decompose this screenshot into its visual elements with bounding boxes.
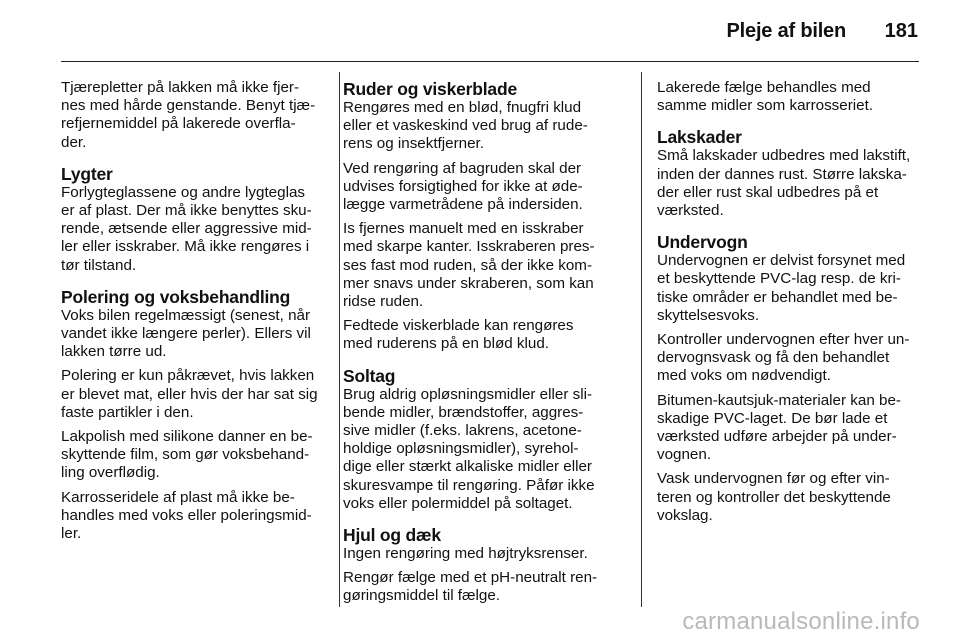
- paragraph: Polering er kun påkrævet, hvis lakken er blevet mat, eller hvis der har sat sig faste partikler i den.: [61, 367, 318, 421]
- paragraph: Kontroller undervognen efter hver un- dervognsvask og få den behandlet med voks om nødvendigt.: [657, 331, 910, 385]
- section-heading: Lakskader: [657, 127, 742, 148]
- paragraph: Fedtede viskerblade kan rengøres med ruderens på en blød klud.: [343, 317, 574, 353]
- paragraph: Vask undervognen før og efter vin- teren og kontroller det beskyttende vokslag.: [657, 470, 891, 524]
- watermark: carmanualsonline.info: [682, 608, 920, 635]
- paragraph: Undervognen er delvist forsynet med et beskyttende PVC-lag resp. de kri- tiske områder er behandlet med be- skyttelsesvoks.: [657, 252, 906, 324]
- column-1: [61, 79, 325, 549]
- paragraph: Ingen rengøring med højtryksrenser.: [343, 545, 588, 563]
- paragraph: Bitumen-kautsjuk-materialer kan be- skadige PVC-laget. De bør lade et værksted udføre arbejder på under- vognen.: [657, 391, 901, 464]
- paragraph: Is fjernes manuelt med en isskraber med skarpe kanter. Isskraberen pres- ses fast mod ruden, så der ikke kom- mer snavs under skraberen, som kan ridse ruden.: [343, 220, 595, 311]
- paragraph: Små lakskader udbedres med lakstift, inden der dannes rust. Større lakska- der eller rust skal udbedres på et værksted.: [657, 147, 911, 220]
- section-heading: Ruder og viskerblade: [343, 79, 517, 99]
- paragraph: Brug aldrig opløsningsmidler eller sli- bende midler, brændstoffer, aggres- sive midler (f.eks. lakrens, acetone- holdige opløsningsmidler), syrehol- dige eller stærkt alkaliske midler eller skuresvampe til rengøring. Påfør ikke voks eller polermiddel på soltaget.: [343, 385, 595, 512]
- paragraph: Rengøres med en blød, fnugfri klud eller et vaskeskind ved brug af rude- rens og insektfjerner.: [343, 99, 588, 153]
- column-divider-2: [641, 72, 642, 607]
- column-2: [343, 79, 624, 612]
- paragraph: Forlygteglassene og andre lygteglas er af plast. Der må ikke benyttes sku- rende, ætsende eller aggressive mid- ler eller isskraber. Må ikke rengøres i tør tilstand.: [61, 183, 312, 274]
- paragraph: Lakerede fælge behandles med samme midler som karrosseriet.: [657, 79, 874, 115]
- paragraph: Ved rengøring af bagruden skal der udvises forsigtighed for ikke at øde- lægge varmetrådene på indersiden.: [343, 159, 583, 214]
- page-title: Pleje af bilen: [726, 20, 846, 42]
- page-number: 181: [884, 20, 918, 42]
- section-heading: Undervogn: [657, 232, 748, 253]
- header-rule: [61, 61, 919, 62]
- column-3: [657, 79, 923, 531]
- section-heading: Soltag: [343, 365, 396, 386]
- section-heading: Lygter: [61, 163, 113, 184]
- paragraph: Karrosseridele af plast må ikke be- handles med voks eller poleringsmid- ler.: [61, 488, 312, 543]
- page-header: [0, 0, 960, 62]
- paragraph: Rengør fælge med et pH-neutralt ren- gøringsmiddel til fælge.: [343, 569, 598, 605]
- section-heading: Hjul og dæk: [343, 525, 441, 546]
- section-heading: Polering og voksbehandling: [61, 286, 291, 307]
- column-divider-1: [339, 72, 340, 607]
- paragraph: Tjærepletter på lakken må ikke fjer- nes med hårde genstande. Benyt tjæ- refjernemiddel på lakerede overfla- der.: [61, 79, 316, 151]
- paragraph: Lakpolish med silikone danner en be- skyttende film, som gør voksbehand- ling overflødig.: [61, 428, 313, 482]
- paragraph: Voks bilen regelmæssigt (senest, når vandet ikke længere perler). Ellers vil lakken tørre ud.: [61, 306, 311, 361]
